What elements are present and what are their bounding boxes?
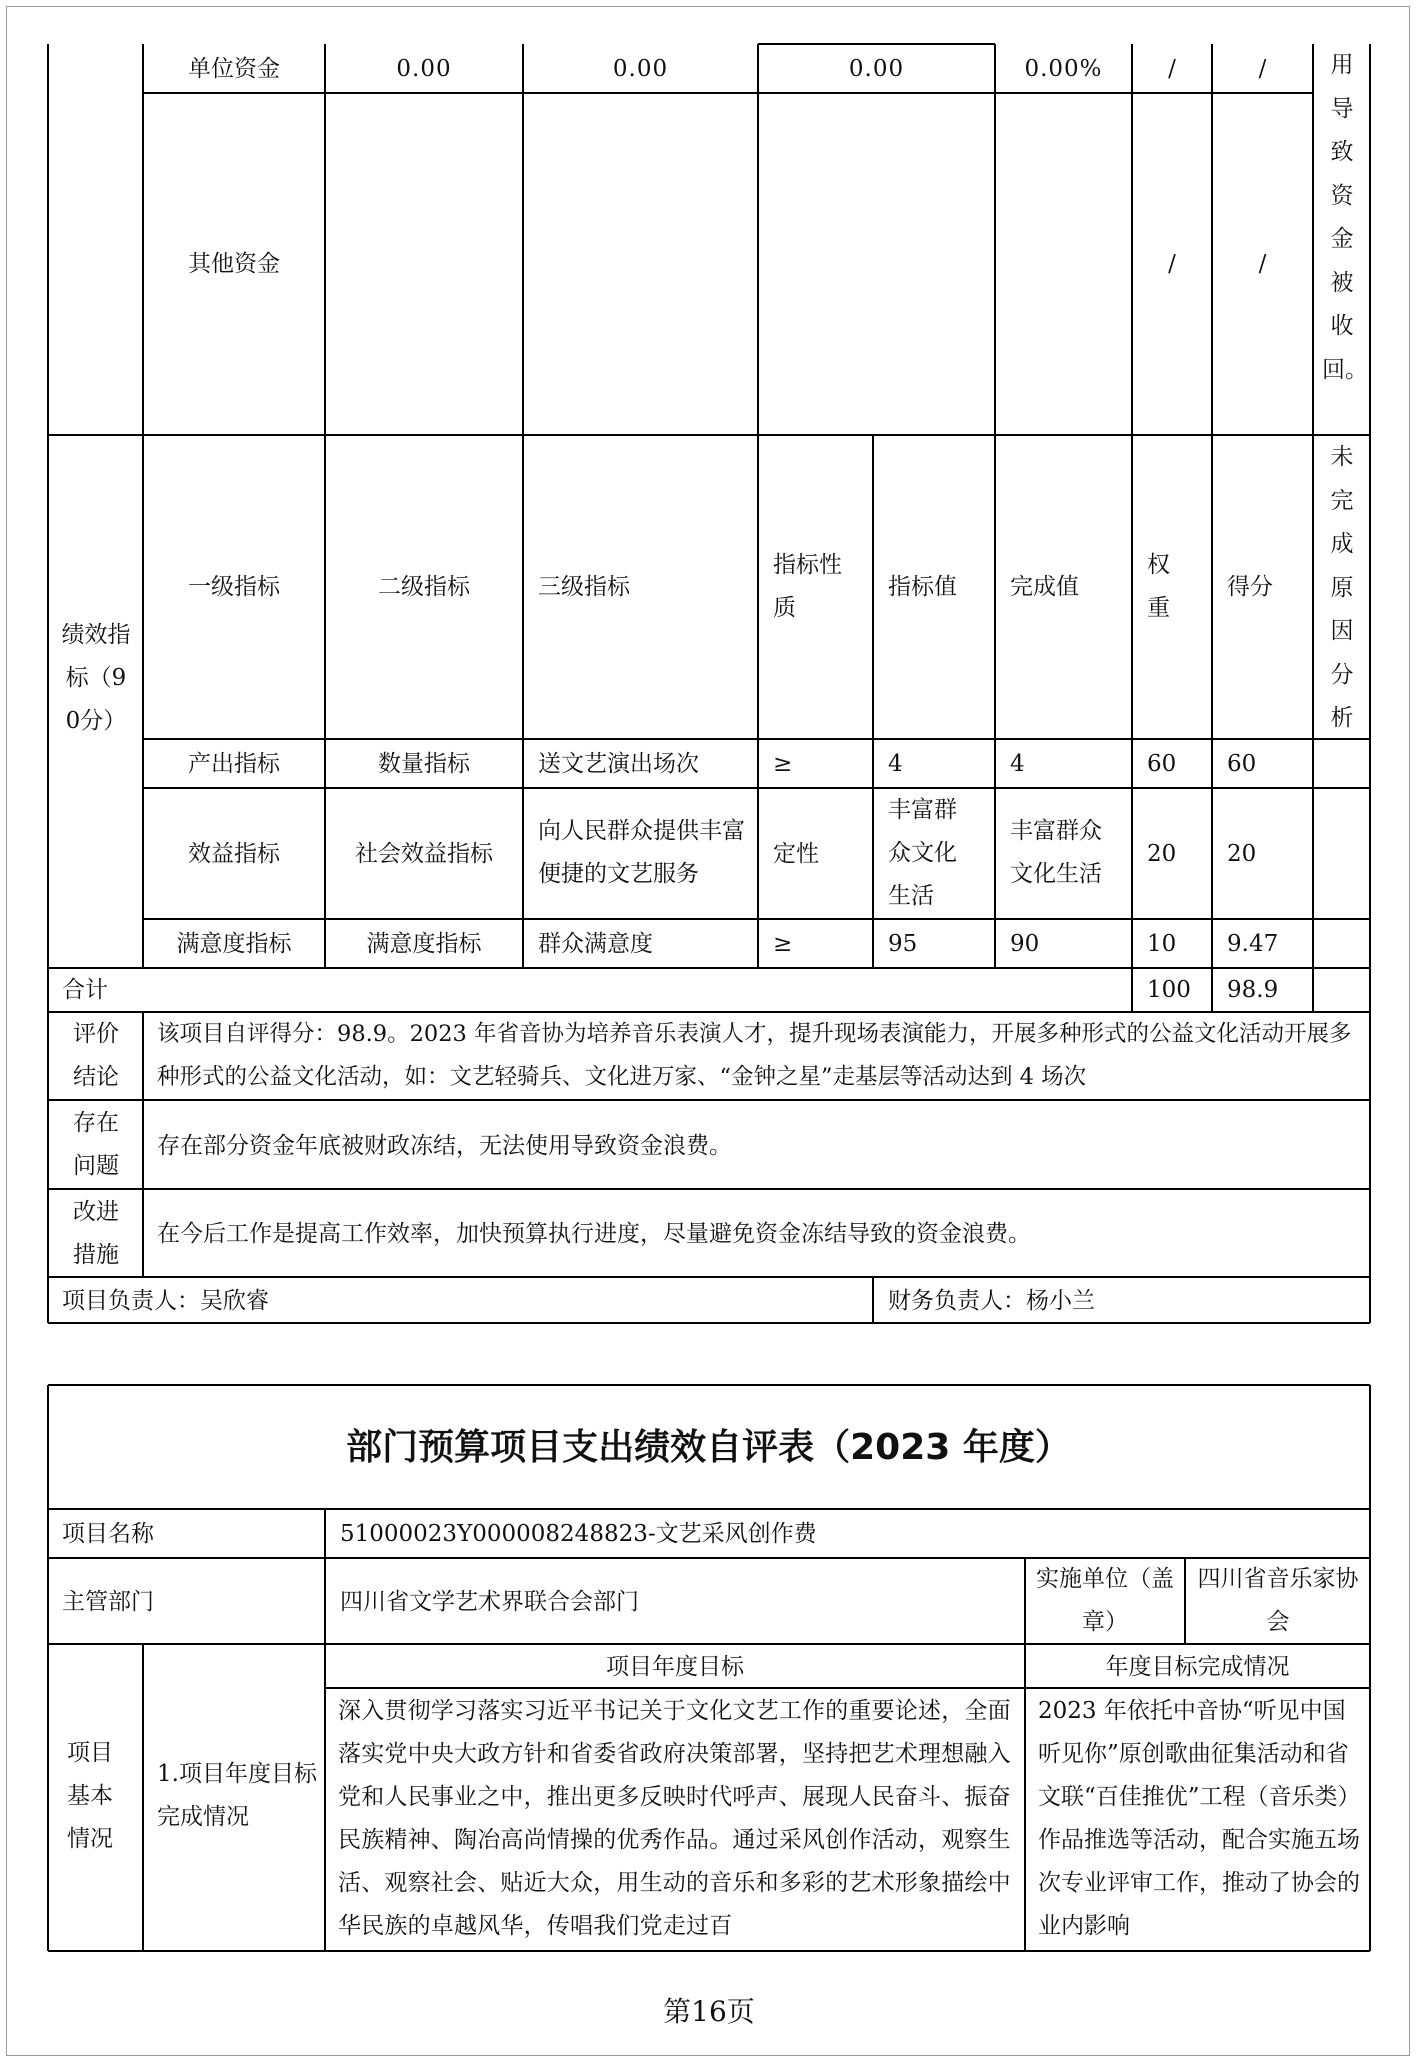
row-output-l3: 送文艺演出场次 [538, 751, 699, 777]
completion-text: 2023 年依托中音协“听见中国听见你”原创歌曲征集活动和省文联“百佳推优”工程（音乐类）作品推选等活动，配合实施五场次专业评审工作，推动了协会的业内影响 [1038, 1698, 1360, 1939]
unit-fund-value-3: 0.00 [848, 56, 905, 82]
other-fund-score: / [1258, 251, 1267, 277]
page-number: 第16页 [663, 1995, 755, 2028]
row-benefit-score: 20 [1227, 841, 1257, 867]
finance-lead: 财务负责人：杨小兰 [888, 1288, 1095, 1314]
basic-info-label: 项目基本情况 [67, 1740, 113, 1852]
row-output-l1: 产出指标 [188, 751, 280, 777]
row-satisfaction-score: 9.47 [1227, 931, 1279, 957]
impl-unit-label: 实施单位（盖章） [1036, 1566, 1174, 1635]
completion-header: 年度目标完成情况 [1105, 1654, 1290, 1680]
dept-label: 主管部门 [62, 1589, 154, 1615]
header-weight: 权重 [1147, 552, 1170, 621]
row-satisfaction-nature: ≥ [773, 931, 793, 957]
unit-fund-rate: 0.00% [1024, 56, 1103, 82]
goal-header: 项目年度目标 [606, 1654, 744, 1680]
header-level2: 二级指标 [378, 574, 470, 600]
table-title: 部门预算项目支出绩效自评表（2023 年度） [346, 1427, 1071, 1468]
row-output-actual: 4 [1010, 751, 1025, 777]
header-reason-vertical: 未完成原因分析 [1330, 444, 1354, 731]
header-level3: 三级指标 [538, 574, 630, 600]
row-satisfaction-actual: 90 [1010, 931, 1040, 957]
evaluation-label: 评价结论 [73, 1021, 119, 1090]
other-fund-label: 其他资金 [188, 251, 280, 277]
project-name-label: 项目名称 [62, 1521, 154, 1547]
performance-indicators-label: 绩效指标（90分） [61, 622, 131, 734]
header-actual: 完成值 [1010, 574, 1079, 600]
row-output-score: 60 [1227, 751, 1257, 777]
row-benefit-l3: 向人民群众提供丰富便捷的文艺服务 [538, 818, 745, 887]
measures-label: 改进措施 [73, 1199, 119, 1268]
unit-fund-score: / [1258, 56, 1267, 82]
goal-completion-label: 1.项目年度目标完成情况 [157, 1761, 317, 1830]
evaluation-text: 该项目自评得分：98.9。2023 年省音协为培养音乐表演人才，提升现场表演能力，开展多种形式的公益文化活动开展多种形式的公益文化活动，如：文艺轻骑兵、文化进万家、“金钟之星”走基层等活动达到 4 场次 [157, 1021, 1352, 1090]
row-benefit-nature: 定性 [773, 841, 819, 867]
dept-value: 四川省文学艺术界联合会部门 [340, 1589, 639, 1615]
impl-unit-value: 四川省音乐家协会 [1197, 1566, 1359, 1635]
measures-text: 在今后工作是提高工作效率，加快预算执行进度，尽量避免资金冻结导致的资金浪费。 [157, 1221, 1031, 1247]
problems-text: 存在部分资金年底被财政冻结，无法使用导致资金浪费。 [157, 1133, 732, 1159]
header-score: 得分 [1227, 574, 1273, 600]
row-output-l2: 数量指标 [378, 751, 470, 777]
problems-label: 存在问题 [73, 1110, 119, 1179]
unit-fund-label: 单位资金 [188, 56, 280, 82]
unit-fund-weight: / [1168, 56, 1176, 82]
row-satisfaction-l1: 满意度指标 [176, 931, 292, 957]
row-satisfaction-l2: 满意度指标 [366, 931, 482, 957]
row-benefit-l2: 社会效益指标 [355, 841, 493, 867]
row-benefit-actual: 丰富群众文化生活 [1010, 818, 1102, 887]
row-output-weight: 60 [1147, 751, 1177, 777]
total-score: 98.9 [1227, 977, 1279, 1003]
row-satisfaction-target: 95 [888, 931, 918, 957]
other-fund-weight: / [1168, 251, 1176, 277]
header-level1: 一级指标 [188, 574, 280, 600]
row-output-target: 4 [888, 751, 903, 777]
unit-fund-value-2: 0.00 [612, 56, 669, 82]
goal-text: 深入贯彻学习落实习近平书记关于文化文艺工作的重要论述，全面落实党中央大政方针和省委省政府决策部署，坚持把艺术理想融入党和人民事业之中，推出更多反映时代呼声、展现人民奋斗、振奋民族精神、陶冶高尚情操的优秀作品。通过采风创作活动，观察生活、观察社会、贴近大众，用生动的音乐和多彩的艺术形象描绘中华民族的卓越风华，传唱我们党走过百 [338, 1698, 1011, 1939]
row-satisfaction-weight: 10 [1147, 931, 1177, 957]
row-benefit-l1: 效益指标 [188, 841, 280, 867]
header-nature: 指标性质 [773, 552, 842, 621]
project-name-value: 51000023Y000008248823-文艺采风创作费 [340, 1521, 817, 1547]
total-label: 合计 [62, 977, 108, 1003]
unit-fund-value-1: 0.00 [396, 56, 452, 82]
row-benefit-weight: 20 [1147, 841, 1177, 867]
row-benefit-target: 丰富群众文化生活 [888, 797, 957, 909]
row-output-nature: ≥ [773, 751, 793, 777]
project-lead: 项目负责人：吴欣睿 [62, 1288, 269, 1314]
fund-note-vertical: 用导致资金被收回。 [1322, 52, 1368, 383]
total-weight: 100 [1147, 977, 1191, 1003]
row-satisfaction-l3: 群众满意度 [538, 931, 653, 957]
header-target: 指标值 [888, 574, 957, 600]
